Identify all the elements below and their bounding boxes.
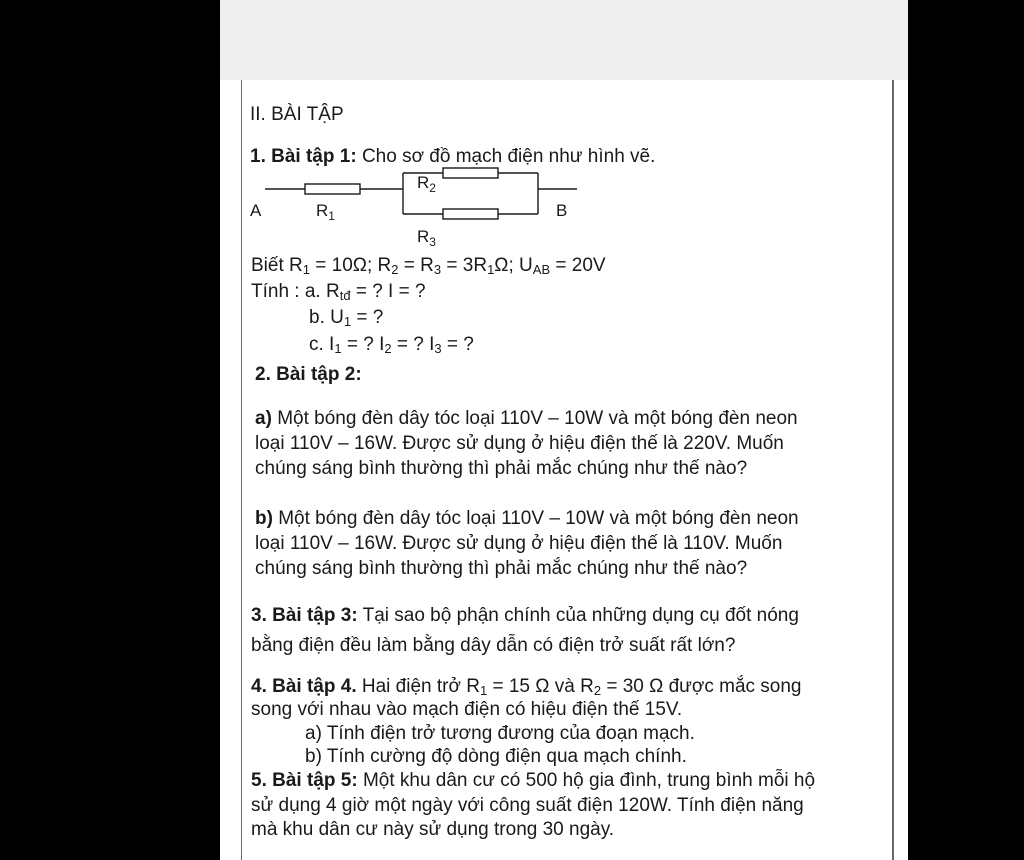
exercise-1-prompt: Cho sơ đồ mạch điện như hình vẽ.: [361, 146, 656, 167]
exercise-3-line-2: bằng điện đều làm bằng dây dẫn có điện trở suất rất lớn?: [251, 635, 736, 656]
exercise-2a-line-2: loại 110V – 16W. Được sử dụng ở hiệu điện thế là 220V. Muốn: [255, 433, 784, 454]
exercise-1-title: 1. Bài tập 1:: [250, 146, 357, 167]
label-b: B: [556, 201, 568, 220]
exercise-3: [251, 601, 799, 661]
question-1b: b. $U_1$ = ?: [309, 307, 384, 329]
exercise-4-line-1: 4. Bài tập 4. Hai điện trở $R_1 = 15$ Ω và $R_2 = 30$ Ω được mắc song: [251, 676, 802, 698]
question-1c: c. $I_1$ = ? $I_2$ = ? $I_3$ = ?: [309, 334, 474, 356]
exercise-2a-label: a): [255, 408, 272, 429]
given-values: Biết $R_1 = 10\Omega$; $R_2 = R_3 = 3R_1\Omega$; $U_{AB} = 20V$: [251, 255, 606, 277]
exercise-4b: b) Tính cường độ dòng điện qua mạch chính.: [305, 746, 687, 767]
exercise-2b-line-2: loại 110V – 16W. Được sử dụng ở hiệu điện thế là 110V. Muốn: [255, 533, 783, 554]
exercise-4-title: 4. Bài tập 4.: [251, 676, 357, 697]
circuit-diagram: [245, 165, 585, 247]
exercise-3-line-1: Tại sao bộ phận chính của những dụng cụ đốt nóng: [362, 605, 799, 626]
exercise-2a-line-1: Một bóng đèn dây tóc loại 110V – 10W và một bóng đèn neon: [277, 408, 798, 429]
page-right-border: [892, 80, 894, 860]
exercise-2b: [255, 506, 799, 581]
exercise-3-title: 3. Bài tập 3:: [251, 605, 358, 626]
exercise-5-line-1: 5. Bài tập 5: Một khu dân cư có 500 hộ gia đình, trung bình mỗi hộ: [251, 770, 816, 791]
label-a: A: [250, 201, 262, 220]
exercise-2b-line-1: Một bóng đèn dây tóc loại 110V – 10W và một bóng đèn neon: [278, 508, 799, 529]
exercise-5-title: 5. Bài tập 5:: [251, 770, 358, 791]
exercise-2-title: 2. Bài tập 2:: [255, 364, 362, 385]
label-r1: $R_1$: [316, 201, 335, 223]
exercise-4a: a) Tính điện trở tương đương của đoạn mạch.: [305, 723, 695, 744]
page-left-border: [241, 80, 242, 860]
question-1a: Tính : a. $R_{tđ}$ = ? I = ?: [251, 281, 426, 303]
exercise-2a-line-3: chúng sáng bình thường thì phải mắc chúng như thế nào?: [255, 458, 748, 479]
top-gray-strip: [220, 0, 908, 80]
resistor-r3: [443, 209, 498, 219]
exercise-4-line-2: song với nhau vào mạch điện có hiệu điện thế 15V.: [251, 699, 683, 720]
exercise-5-line-3: mà khu dân cư này sử dụng trong 30 ngày.: [251, 819, 615, 840]
section-heading: II. BÀI TẬP: [250, 104, 344, 125]
resistor-r1: [305, 184, 360, 194]
exercise-5-line-2: sử dụng 4 giờ một ngày với công suất điện 120W. Tính điện năng: [251, 795, 804, 816]
label-r2: $R_2$: [417, 173, 436, 195]
exercise-2b-label: b): [255, 508, 273, 529]
resistor-r2: [443, 168, 498, 178]
exercise-2a: [255, 406, 798, 481]
exercise-2b-line-3: chúng sáng bình thường thì phải mắc chúng như thế nào?: [255, 558, 748, 579]
label-r3: $R_3$: [417, 227, 436, 247]
